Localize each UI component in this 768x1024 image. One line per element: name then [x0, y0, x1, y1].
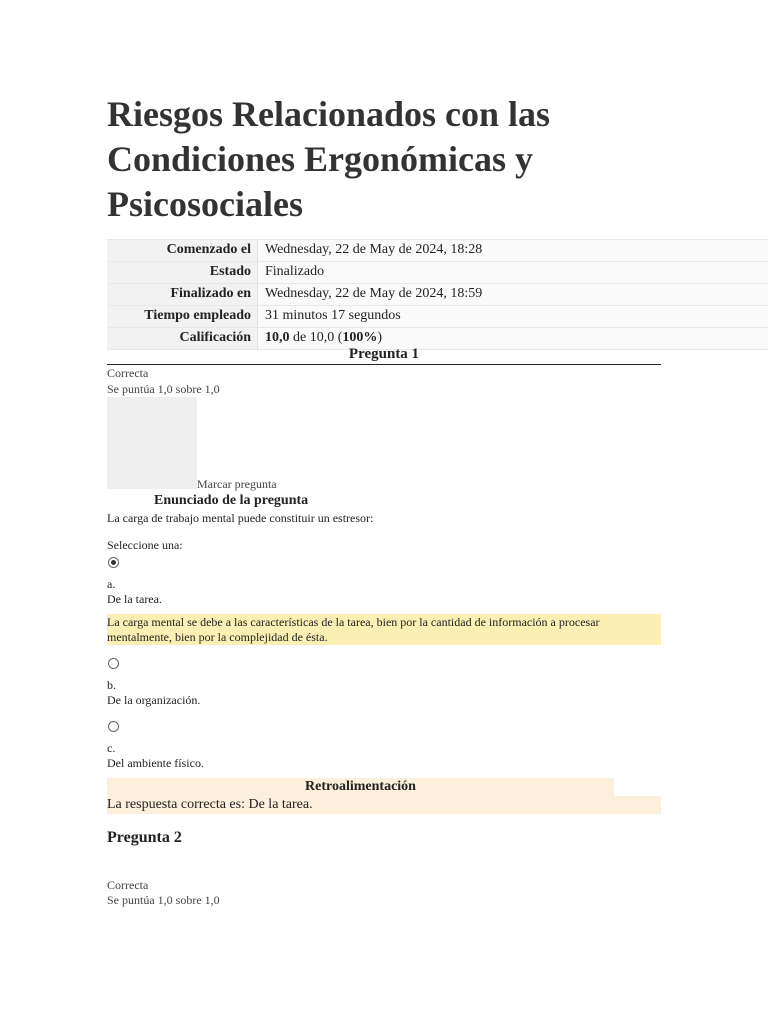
feedback-text: La respuesta correcta es: De la tarea. [107, 796, 661, 814]
option-a-radio[interactable] [108, 557, 119, 568]
summary-value: Wednesday, 22 de May de 2024, 18:59 [257, 284, 768, 305]
option-a-feedback: La carga mental se debe a las características de la tarea, bien por la cantidad de información a procesar mentalmente, bien por la complejidad de ésta. [107, 614, 661, 645]
grade-percent: 100% [342, 330, 378, 345]
grade-score: 10,0 [265, 330, 290, 345]
question-statement: La carga de trabajo mental puede constituir un estresor: [107, 511, 374, 525]
flag-question-link[interactable]: Marcar pregunta [197, 477, 277, 491]
option-b-text: De la organización. [107, 693, 201, 707]
summary-label: Finalizado en [107, 284, 257, 305]
question-2-header: Pregunta 2 [107, 829, 182, 846]
summary-label: Calificación [107, 328, 257, 349]
option-c-text: Del ambiente físico. [107, 756, 204, 770]
select-prompt: Seleccione una: [107, 538, 183, 552]
option-a-letter: a. [107, 577, 116, 591]
option-c-radio[interactable] [108, 721, 119, 732]
summary-row-started [107, 239, 768, 261]
option-c-letter: c. [107, 741, 116, 755]
option-b-radio[interactable] [108, 658, 119, 669]
flag-icon-placeholder[interactable] [107, 397, 197, 489]
attempt-summary-table [107, 239, 768, 350]
summary-label: Tiempo empleado [107, 306, 257, 327]
question-2-score: Se puntúa 1,0 sobre 1,0 [107, 893, 220, 907]
question-1-header: Pregunta 1 [107, 345, 661, 365]
summary-value: Wednesday, 22 de May de 2024, 18:28 [257, 240, 768, 261]
grade-of: de 10,0 ( [289, 330, 343, 345]
summary-value: 31 minutos 17 segundos [257, 306, 768, 327]
statement-heading: Enunciado de la pregunta [154, 493, 309, 508]
summary-row-time [107, 305, 768, 327]
summary-row-finished [107, 283, 768, 305]
grade-close: ) [377, 330, 383, 345]
feedback-heading: Retroalimentación [107, 778, 614, 796]
question-1-score: Se puntúa 1,0 sobre 1,0 [107, 382, 220, 396]
summary-label: Comenzado el [107, 240, 257, 261]
summary-value: Finalizado [257, 262, 768, 283]
summary-label: Estado [107, 262, 257, 283]
option-b-letter: b. [107, 678, 116, 692]
option-a-text: De la tarea. [107, 592, 162, 606]
question-1-status: Correcta [107, 366, 149, 380]
summary-row-state [107, 261, 768, 283]
page-title: Riesgos Relacionados con las Condiciones Ergonómicas y Psicosociales [107, 94, 551, 224]
question-2-status: Correcta [107, 878, 149, 892]
